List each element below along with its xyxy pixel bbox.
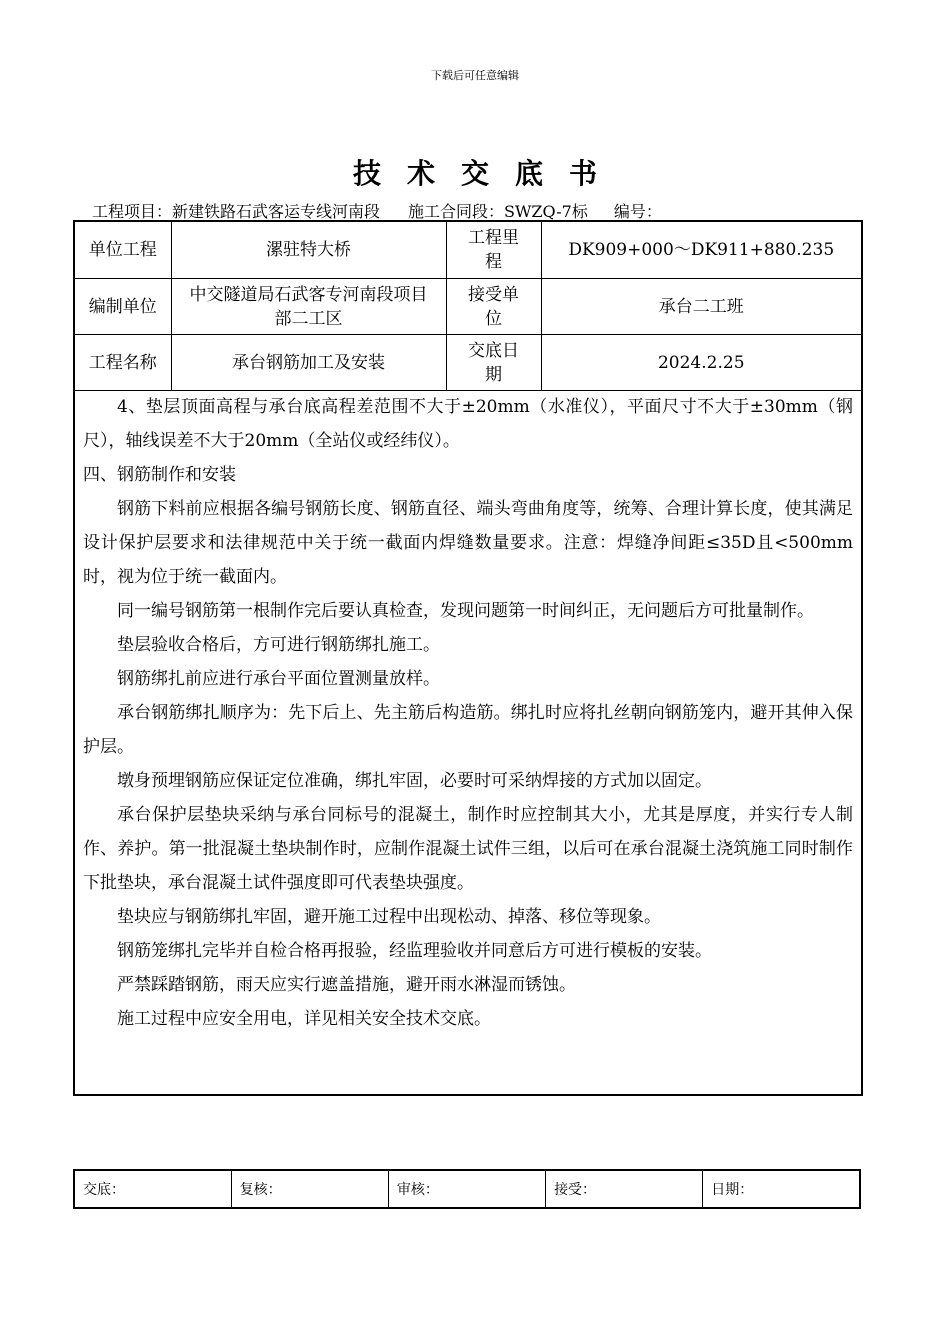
document-title xyxy=(0,152,950,192)
header-line xyxy=(92,199,662,222)
field-value: DK909+000～DK911+880.235 xyxy=(541,221,862,279)
content-paragraph: 墩身预埋钢筋应保证定位准确，绑扎牢固，必要时可采纳焊接的方式加以固定。 xyxy=(117,771,712,791)
info-row xyxy=(74,279,862,335)
content-paragraph: 施工过程中应安全用电，详见相关安全技术交底。 xyxy=(117,1009,491,1029)
field-label: 交底日期 xyxy=(446,335,541,391)
field-label: 编制单位 xyxy=(74,279,171,335)
info-row xyxy=(74,221,862,279)
signature-cell-review: 复核： xyxy=(231,1170,388,1208)
title-char: 技 xyxy=(352,157,381,190)
content-paragraph: 垫块应与钢筋绑扎牢固，避开施工过程中出现松动、掉落、移位等现象。 xyxy=(117,907,661,927)
field-label: 工程名称 xyxy=(74,335,171,391)
project-label: 工程项目：新建铁路石武客运专线河南段 xyxy=(92,202,381,221)
signature-cell-audit: 审核： xyxy=(388,1170,545,1208)
content-paragraph: 钢筋绑扎前应进行承台平面位置测量放样。 xyxy=(117,669,440,689)
content-paragraph: 钢筋笼绑扎完毕并自检合格再报验，经监理验收并同意后方可进行模板的安装。 xyxy=(117,941,712,961)
field-value: 中交隧道局石武客专河南段项目部二工区 xyxy=(171,279,446,335)
title-char: 书 xyxy=(569,157,598,190)
signature-cell-date: 日期： xyxy=(703,1170,860,1208)
info-row xyxy=(74,335,862,391)
section-heading: 四、钢筋制作和安装 xyxy=(83,465,236,485)
field-value: 2024.2.25 xyxy=(541,335,862,391)
content-paragraph: 承台钢筋绑扎顺序为：先下后上、先主筋后构造筋。绑扎时应将扎丝朝向钢筋笼内，避开其伸入保护层。 xyxy=(83,703,853,757)
content-paragraph: 同一编号钢筋第一根制作完后要认真检查，发现问题第一时间纠正，无问题后方可批量制作。 xyxy=(117,601,814,621)
content-body xyxy=(74,391,862,1096)
content-paragraph: 垫层验收合格后，方可进行钢筋绑扎施工。 xyxy=(117,635,440,655)
watermark-text: 下载后可任意编辑 xyxy=(431,69,519,82)
signature-table xyxy=(73,1169,861,1209)
content-paragraph: 钢筋下料前应根据各编号钢筋长度、钢筋直径、端头弯曲角度等，统筹、合理计算长度，使其满足设计保护层要求和法律规范中关于统一截面内焊缝数量要求。注意：焊缝净间距≤35D且<500mm时，视为位于统一截面内。 xyxy=(83,499,853,587)
field-value: 漯驻特大桥 xyxy=(171,221,446,279)
title-char: 底 xyxy=(515,157,544,190)
number-label: 编号： xyxy=(613,202,662,221)
field-label: 单位工程 xyxy=(74,221,171,279)
field-value: 承台二工班 xyxy=(541,279,862,335)
title-char: 交 xyxy=(460,157,489,190)
field-label: 工程里程 xyxy=(446,221,541,279)
signature-row xyxy=(74,1170,860,1208)
field-value: 承台钢筋加工及安装 xyxy=(171,335,446,391)
signature-cell-handover: 交底： xyxy=(74,1170,231,1208)
content-row xyxy=(74,391,862,1096)
content-paragraph: 4、垫层顶面高程与承台底高程差范围不大于±20mm（水准仪），平面尺寸不大于±30mm（钢尺），轴线误差不大于20mm（全站仪或经纬仪）。 xyxy=(83,397,853,451)
content-paragraph: 严禁踩踏钢筋，雨天应实行遮盖措施，避开雨水淋湿而锈蚀。 xyxy=(117,975,576,995)
title-char: 术 xyxy=(406,157,435,190)
contract-label: 施工合同段：SWZQ-7标 xyxy=(408,202,588,221)
content-paragraph: 承台保护层垫块采纳与承台同标号的混凝土，制作时应控制其大小，尤其是厚度，并实行专人制作、养护。第一批混凝土垫块制作时，应制作混凝土试件三组，以后可在承台混凝土浇筑施工同时制作下批垫块，承台混凝土试件强度即可代表垫块强度。 xyxy=(83,805,853,893)
info-table xyxy=(73,220,863,1096)
signature-cell-receive: 接受： xyxy=(546,1170,703,1208)
field-label: 接受单位 xyxy=(446,279,541,335)
